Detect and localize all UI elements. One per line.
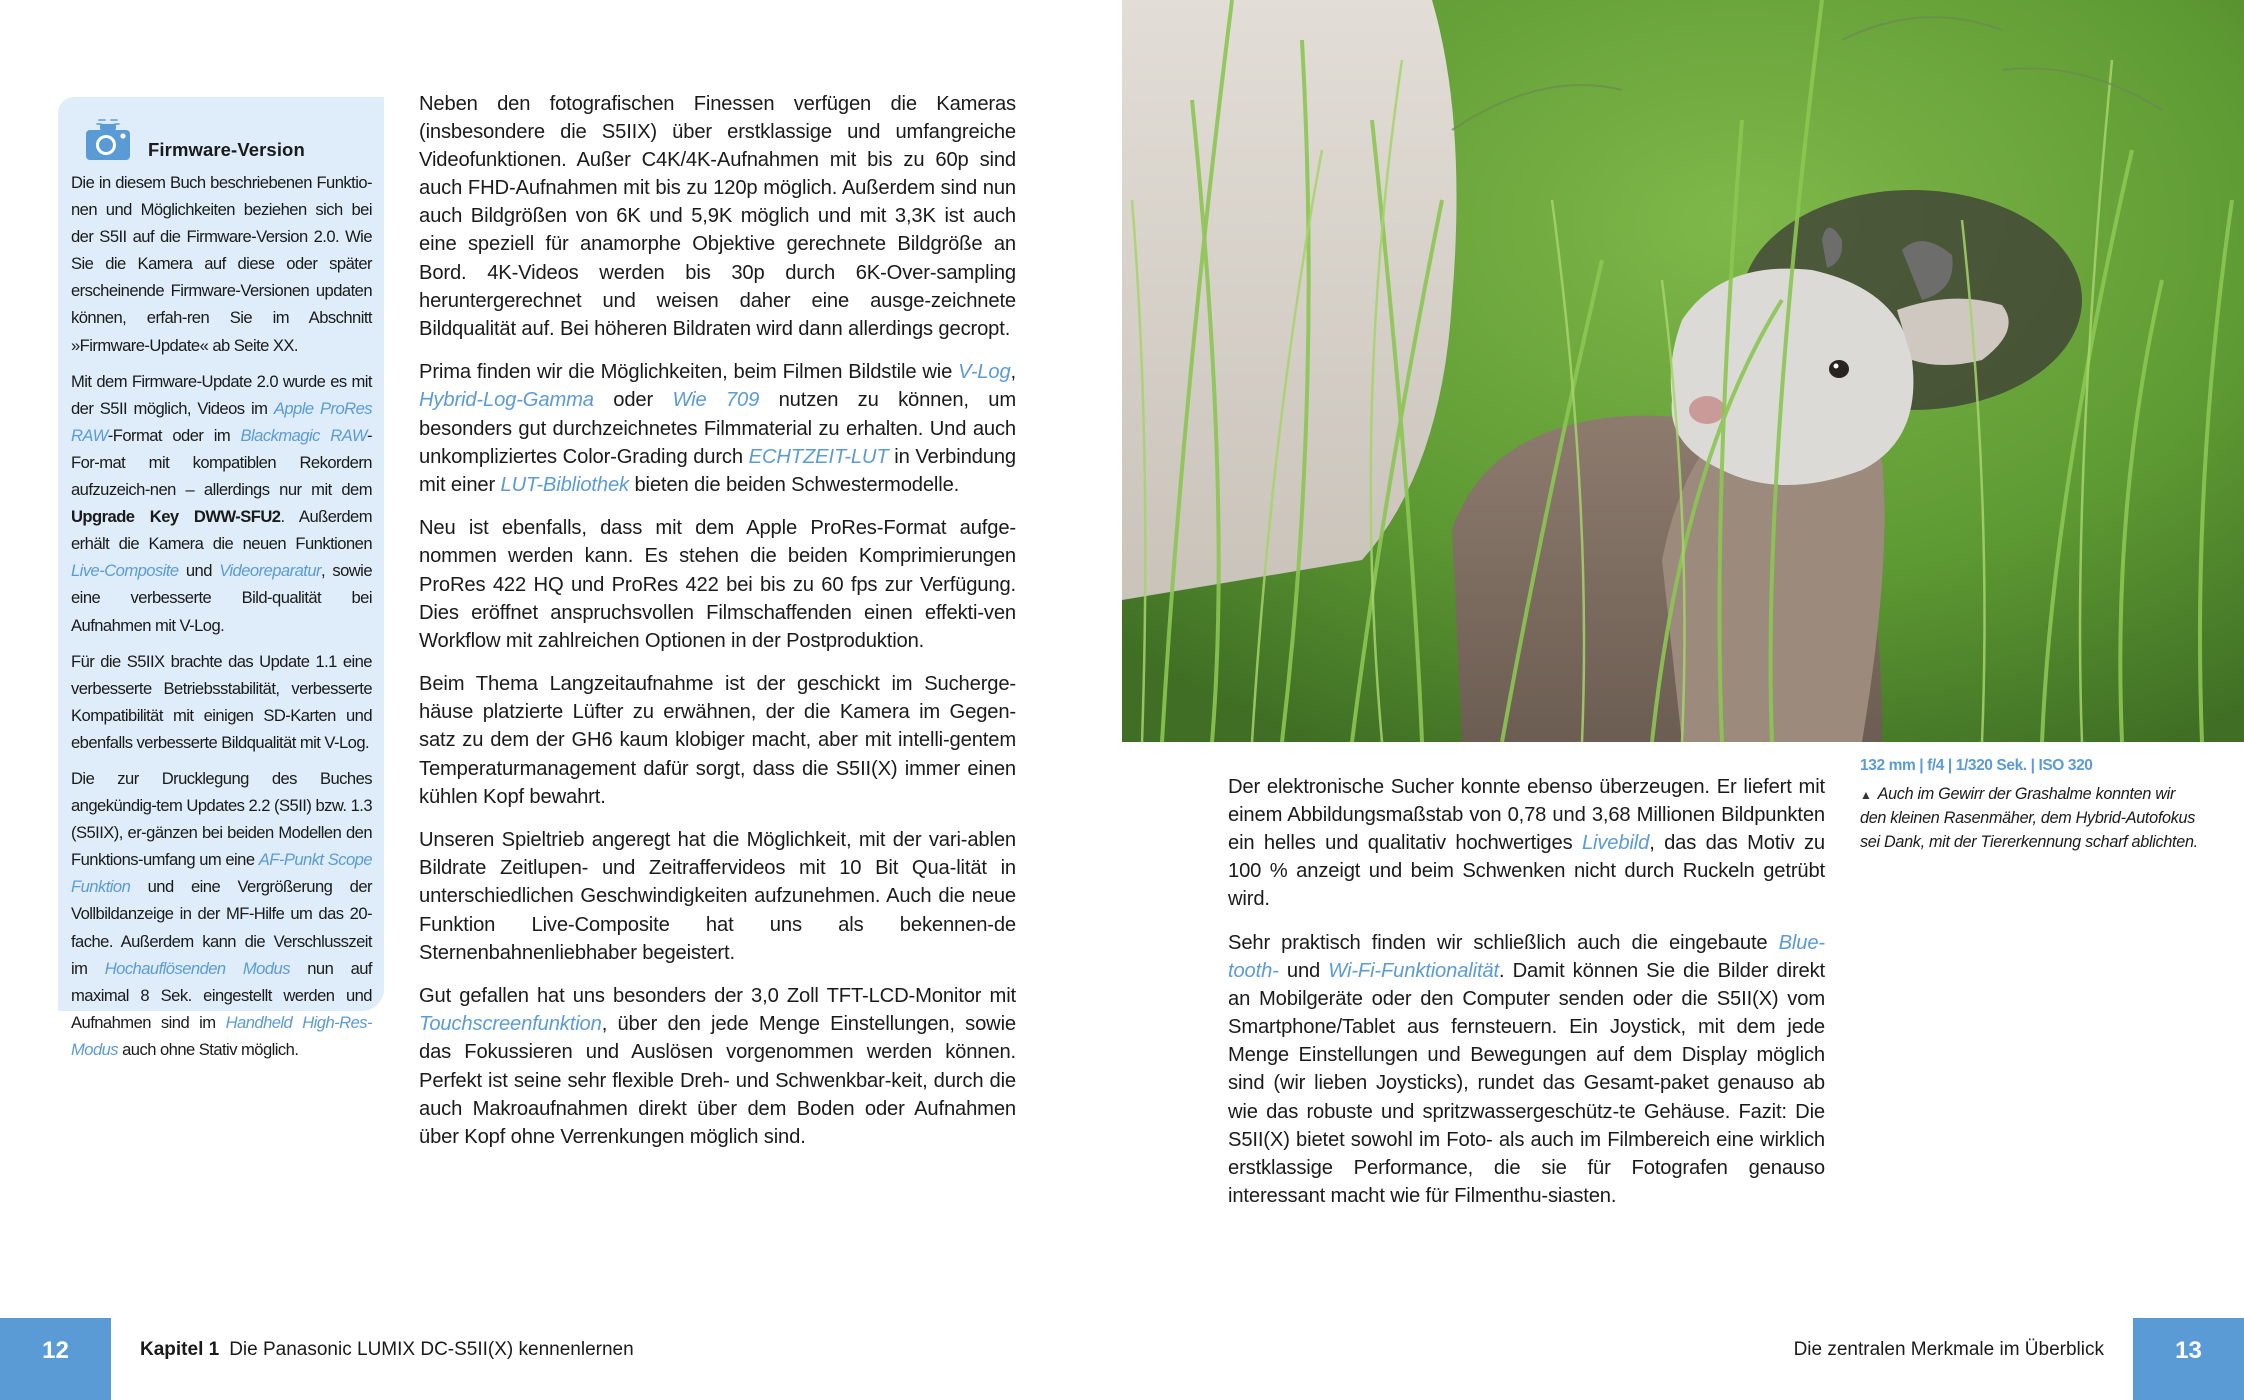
info-box-body (71, 169, 372, 1063)
bold-term: Upgrade Key DWW-SFU2 (71, 507, 281, 527)
glossary-term: Hochauflösenden Modus (104, 958, 290, 978)
text-run: Beim Thema Langzeitaufnahme ist der geschickt im Sucherge-häuse platzierte Lüfter zu erwähnen, der die Kamera im Gegen-satz zu dem der GH6 kaum klobiger macht, aber mit intelli-gentem Temperaturmanagement dafür sorgt, dass die S5II(X) immer einen kühlen Kopf bewahrt. (419, 673, 1016, 808)
text-run: . Damit können Sie die Bilder direkt an Mobilgeräte oder den Computer senden oder die S5II(X) vom Smartphone/Tablet aus fernsteuern. Ein Joystick, mit dem jede Menge Einstellungen und Bewegungen auf dem Display möglich sind (wir lieben Joysticks), rundet das Gesamt-paket genauso ab wie das robuste und spritzwassergeschütz-te Gehäuse. Fazit: Die S5II(X) bietet sowohl im Foto- als auch im Filmbereich eine wirklich erstklassige Performance, die sie für Fotografen genauso interessant macht wie für Filmenthu-siasten. (1228, 960, 1825, 1207)
text-run: Sehr praktisch finden wir schließlich auch die eingebaute (1228, 931, 1779, 954)
paragraph (419, 982, 1016, 1151)
caption-exif-data: 132 mm | f/4 | 1/320 Sek. | ISO 320 (1860, 757, 2093, 774)
text-run: Die in diesem Buch beschriebenen Funktio-nen und Möglichkeiten beziehen sich bei der S5II auf die Firmware-Version 2.0. Wie Sie die Kamera auf diese oder später erscheinende Firmware-Versionen updaten können, erfah-ren Sie im Abschnitt »Firmware-Update« ab Seite XX. (71, 173, 372, 355)
text-run: Neu ist ebenfalls, dass mit dem Apple ProRes-Format aufge-nommen werden kann. Es stehen die beiden Komprimierungen ProRes 422 HQ und ProRes 422 bei bis zu 60 fps zur Verfügung. Dies eröffnet anspruchsvollen Filmschaffenden einen effekti-ven Workflow mit zahlreichen Optionen in der Postproduktion. (419, 517, 1016, 652)
text-run: , das das Motiv zu 100 % anzeigt und beim Schwenken nicht durch Ruckeln getrübt wird. (1228, 832, 1825, 911)
paragraph (1228, 929, 1825, 1210)
running-footer-chapter (140, 1339, 634, 1361)
text-run: Prima finden wir die Möglichkeiten, beim Filmen Bildstile wie (419, 361, 959, 384)
paragraph (71, 368, 372, 639)
glossary-term: Touchscreenfunktion (419, 1013, 602, 1036)
triangle-up-icon: ▲ (1860, 788, 1872, 802)
glossary-term: Live-Composite (71, 561, 179, 581)
glossary-term: AF-Punkt Scope Funktion (71, 850, 372, 897)
caption-text (1860, 783, 2200, 854)
page-number-left: 12 (0, 1318, 111, 1400)
glossary-term: Blue-tooth- (1228, 931, 1825, 983)
chapter-label: Kapitel 1 (140, 1339, 220, 1360)
text-run: und (178, 561, 220, 581)
text-run: Mit dem Firmware-Update 2.0 wurde es mit der S5II möglich, Videos im (71, 371, 372, 418)
paragraph (71, 648, 372, 756)
caption-body: Auch im Gewirr der Grashalme konnten wir den kleinen Rasenmäher, dem Hybrid-Autofokus sei Dank, mit der Tiererkennung scharf ablichten. (1860, 785, 2198, 851)
text-run: nun auf maximal 8 Sek. eingestellt werden und Aufnahmen sind im (71, 958, 372, 1032)
text-run: -For-mat mit kompatiblen Rekordern aufzuzeich-nen – allerdings nur mit dem (71, 425, 372, 500)
text-run: , über den jede Menge Einstellungen, sowie das Fokussieren und Auslösen vorgenommen werden können. Perfekt ist seine sehr flexible Dreh- und Schwenkbar-keit, durch die auch Makroaufnahmen direkt über dem Boden oder Aufnahmen über Kopf ohne Verrenkungen möglich sind. (419, 1013, 1016, 1148)
text-run: . Außerdem erhält die Kamera die neuen Funktionen (71, 507, 373, 554)
running-footer-section: Die zentralen Merkmale im Überblick (1793, 1339, 2104, 1360)
text-run: -Format oder im (107, 425, 241, 445)
text-run: , sowie eine verbesserte Bild-qualität bei Aufnahmen mit V-Log. (71, 561, 372, 635)
glossary-term: Blackmagic RAW (240, 425, 368, 445)
left-page-text-column (419, 90, 1016, 1166)
glossary-term: Livebild (1581, 832, 1650, 855)
paragraph (71, 765, 372, 1063)
text-run: und eine Vergrößerung der Vollbildanzeige in der MF-Hilfe um das 20-fache. Außerdem kann die Verschlusszeit im (71, 877, 372, 978)
text-run: in Verbindung mit einer (419, 445, 1016, 496)
text-run: Der elektronische Sucher konnte ebenso überzeugen. Er liefert mit einem Abbildungsmaßstab von 0,78 und 3,68 Millionen Bildpunkten ein helles und qualitativ hochwertiges (1228, 776, 1825, 855)
paragraph (419, 514, 1016, 654)
text-run: Die zur Drucklegung des Buches angekündig-tem Updates 2.2 (S5II) bzw. 1.3 (S5IIX), er-gänzen bei beiden Modellen den Funktions-umfang um eine (71, 768, 372, 870)
lamb-photo (1122, 0, 2244, 742)
chapter-title: Die Panasonic LUMIX DC-S5II(X) kennenlernen (229, 1339, 634, 1360)
glossary-term: Videoreparatur (219, 561, 321, 581)
info-box-header (71, 107, 372, 169)
glossary-term: Hybrid-Log-Gamma (419, 389, 594, 412)
paragraph (419, 358, 1016, 498)
text-run: bieten die beiden Schwestermodelle. (628, 473, 960, 496)
photo-illustration (1122, 0, 2244, 742)
paragraph (71, 169, 372, 359)
text-run: Für die S5IIX brachte das Update 1.1 eine verbesserte Betriebsstabilität, verbesserte Kompatibilität mit einigen SD-Karten und ebenfalls verbesserte Bildqualität mit V-Log. (71, 651, 372, 752)
text-run: nutzen zu können, um besonders gut durchzeichnetes Filmmaterial zu erhalten. Und auch unkompliziertes Color-Grading durch (419, 389, 1016, 468)
text-run: Gut gefallen hat uns besonders der 3,0 Zoll TFT-LCD-Monitor mit (419, 985, 1016, 1008)
page-number-right: 13 (2133, 1318, 2244, 1400)
camera-icon (85, 117, 131, 161)
paragraph (1228, 773, 1825, 913)
glossary-term: Wie 709 (672, 389, 760, 412)
glossary-term: Handheld High-Res-Modus (71, 1012, 372, 1059)
paragraph (419, 670, 1016, 810)
glossary-term: Apple ProRes RAW (71, 398, 372, 445)
text-run: oder (593, 389, 673, 412)
paragraph (419, 90, 1016, 343)
text-run: Unseren Spieltrieb angeregt hat die Möglichkeit, mit der vari-ablen Bildrate Zeitlupen- und Zeitraffervideos mit 10 Bit Qua-lität in unterschiedlichen Geschwindigkeiten aufzunehmen. Auch die neue Funktion Live-Composite hat uns als bekennen-de Sternenbahnenliebhaber begeistert. (419, 829, 1016, 964)
info-box-firmware (58, 97, 384, 1059)
text-run: auch ohne Stativ möglich. (118, 1039, 299, 1059)
photo-caption (1860, 757, 2200, 854)
info-box-title: Firmware-Version (148, 139, 305, 160)
glossary-term: Wi-Fi-Funktionalität (1328, 960, 1499, 983)
glossary-term: ECHTZEIT-LUT (748, 445, 889, 468)
glossary-term: V-Log (958, 361, 1011, 384)
text-run: Neben den fotografischen Finessen verfügen die Kameras (insbesondere die S5IIX) über erstklassige und umfangreiche Videofunktionen. Außer C4K/4K-Aufnahmen mit bis zu 60p sind auch FHD-Aufnahmen mit bis zu 120p möglich. Außerdem sind nun auch Bildgrößen von 6K und 5,9K möglich und mit 3,3K ist auch eine speziell für anamorphe Objektive gerechnete Bildgröße an Bord. 4K-Videos werden bis 30p durch 6K-Over-sampling heruntergerechnet und weisen daher eine ausge-zeichnete Bildqualität auf. Bei höheren Bildraten wird dann allerdings gecropt. (419, 93, 1016, 340)
paragraph (419, 826, 1016, 966)
text-run: und (1278, 960, 1329, 983)
text-run: , (1010, 361, 1016, 384)
glossary-term: LUT-Bibliothek (500, 473, 629, 496)
right-page-text-column (1228, 773, 1825, 1225)
